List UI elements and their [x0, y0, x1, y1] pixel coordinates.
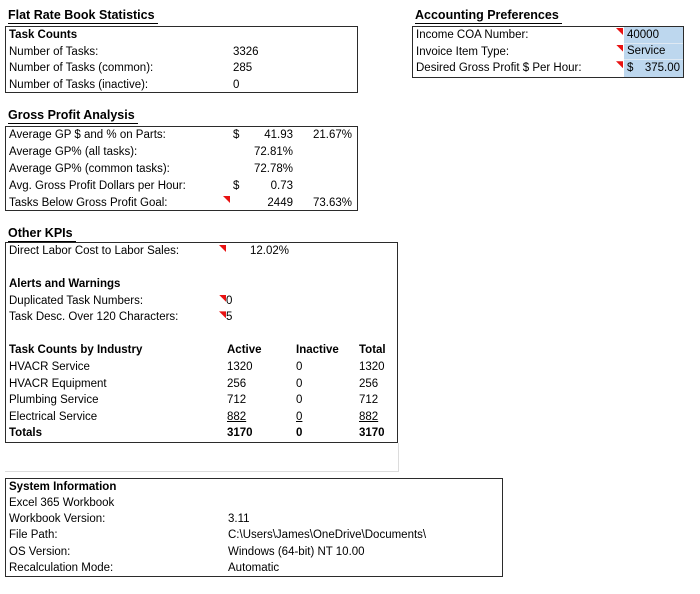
total-count: 712 [359, 394, 379, 407]
stat-value: 41.93 [264, 129, 293, 141]
comment-indicator-icon [616, 61, 623, 68]
alerts-warnings-header: Alerts and Warnings [9, 278, 121, 291]
table-row [6, 359, 397, 376]
totals-row [6, 425, 397, 442]
table-row [6, 44, 357, 61]
inactive-count: 0 [296, 394, 303, 407]
stat-label: Number of Tasks: [9, 45, 99, 58]
comment-indicator-icon [219, 295, 226, 302]
stat-value: Automatic [228, 561, 280, 574]
comment-indicator-icon [616, 45, 623, 52]
preference-row [413, 60, 683, 77]
inactive-count: 0 [296, 377, 303, 390]
stat-value: 0.73 [270, 180, 293, 192]
section-title-gross-profit-analysis: Gross Profit Analysis [8, 108, 138, 124]
preference-row [413, 27, 683, 44]
gross-profit-per-hour-input-cell[interactable] [624, 60, 683, 77]
gross-profit-box [5, 126, 358, 211]
used-range-boundary [5, 443, 399, 472]
stat-percent: 21.67% [312, 129, 352, 141]
active-count: 882 [227, 410, 247, 423]
invoice-item-type-input-cell[interactable] [624, 44, 683, 61]
stat-label: Avg. Gross Profit Dollars per Hour: [9, 180, 186, 192]
table-row [6, 195, 357, 212]
stat-label: Recalculation Mode: [9, 561, 114, 574]
stat-label: Duplicated Task Numbers: [9, 294, 144, 307]
preference-value: 40000 [627, 28, 659, 41]
inactive-count: 0 [296, 410, 303, 423]
stat-label: Workbook Version: [9, 513, 106, 526]
currency-symbol: $ [233, 129, 240, 141]
other-kpis-box [5, 242, 398, 443]
stat-value: Windows (64-bit) NT 10.00 [228, 545, 365, 558]
section-title-accounting-preferences: Accounting Preferences [415, 8, 562, 24]
total-count: 882 [359, 410, 379, 423]
table-row [6, 178, 357, 195]
spacer-row [6, 260, 397, 277]
spacer-row [6, 326, 397, 343]
workbook-type-label: Excel 365 Workbook [9, 497, 115, 510]
stat-label: OS Version: [9, 545, 71, 558]
stat-value: 12.02% [250, 245, 290, 257]
active-total: 3170 [227, 427, 253, 440]
industry-name: HVACR Service [9, 361, 90, 374]
file-path-value: C:\Users\James\OneDrive\Documents\ [228, 529, 427, 542]
industry-name: Plumbing Service [9, 394, 99, 407]
totals-label: Totals [9, 427, 43, 440]
table-row [6, 560, 502, 576]
stat-value: 285 [233, 62, 253, 75]
table-row [6, 77, 357, 94]
industry-table-header: Task Counts by Industry [9, 344, 143, 357]
stat-percent: 73.63% [312, 197, 352, 209]
table-row [6, 527, 502, 543]
table-row [6, 127, 357, 144]
task-counts-box [5, 26, 358, 93]
comment-indicator-icon [223, 196, 230, 203]
preference-value: 375.00 [644, 62, 680, 75]
active-count: 1320 [227, 361, 253, 374]
income-coa-number-input-cell[interactable] [624, 27, 683, 44]
accounting-preferences-box [412, 26, 684, 78]
total-count: 256 [359, 377, 379, 390]
active-count: 256 [227, 377, 247, 390]
table-header-row [6, 342, 397, 359]
table-row [6, 60, 357, 77]
table-row [6, 161, 357, 178]
preference-row [413, 44, 683, 61]
stat-label: File Path: [9, 529, 58, 542]
stat-value: 3326 [233, 45, 259, 58]
industry-name: HVACR Equipment [9, 377, 107, 390]
column-header-inactive: Inactive [296, 344, 339, 357]
table-row [6, 544, 502, 560]
stat-label: Direct Labor Cost to Labor Sales: [9, 245, 180, 257]
currency-symbol: $ [627, 62, 634, 75]
section-title-other-kpis: Other KPIs [8, 226, 76, 242]
system-information-header: System Information [9, 481, 117, 493]
table-row [6, 479, 502, 495]
table-row [6, 144, 357, 161]
stat-value: 72.78% [253, 163, 293, 175]
table-row [6, 392, 397, 409]
table-row [6, 27, 357, 44]
table-row [6, 376, 397, 393]
comment-indicator-icon [616, 28, 623, 35]
stat-label: Average GP $ and % on Parts: [9, 129, 166, 141]
comment-indicator-icon [219, 311, 226, 318]
preference-label: Invoice Item Type: [416, 45, 510, 58]
preference-label: Income COA Number: [416, 29, 529, 41]
section-title-flat-rate-book-statistics: Flat Rate Book Statistics [8, 8, 158, 24]
industry-name: Electrical Service [9, 410, 98, 423]
total-count: 1320 [359, 361, 385, 374]
stat-value: 0 [233, 79, 240, 92]
stat-label: Number of Tasks (common): [9, 62, 154, 75]
currency-symbol: $ [233, 180, 240, 192]
table-row [6, 511, 502, 527]
preference-value: Service [627, 45, 666, 58]
comment-indicator-icon [219, 245, 226, 252]
task-counts-header: Task Counts [9, 29, 78, 41]
table-row [6, 243, 397, 260]
stat-value: 72.81% [253, 146, 293, 158]
stat-value: 0 [226, 294, 233, 307]
column-header-active: Active [227, 344, 262, 357]
grand-total: 3170 [359, 427, 385, 440]
table-row [6, 409, 397, 426]
table-row [6, 293, 397, 310]
stat-label: Task Desc. Over 120 Characters: [9, 311, 179, 324]
active-count: 712 [227, 394, 247, 407]
column-header-total: Total [359, 344, 386, 357]
stat-value: 5 [226, 311, 233, 324]
stat-label: Tasks Below Gross Profit Goal: [9, 197, 168, 209]
table-row [6, 276, 397, 293]
inactive-total: 0 [296, 427, 303, 440]
stat-label: Number of Tasks (inactive): [9, 79, 149, 92]
preference-label: Desired Gross Profit $ Per Hour: [416, 62, 582, 75]
stat-label: Average GP% (common tasks): [9, 163, 170, 175]
system-information-box [5, 478, 503, 577]
stat-label: Average GP% (all tasks): [9, 146, 138, 158]
table-row [6, 495, 502, 511]
stat-value: 3.11 [228, 513, 250, 526]
table-row [6, 309, 397, 326]
inactive-count: 0 [296, 361, 303, 374]
stat-value: 2449 [267, 197, 293, 209]
